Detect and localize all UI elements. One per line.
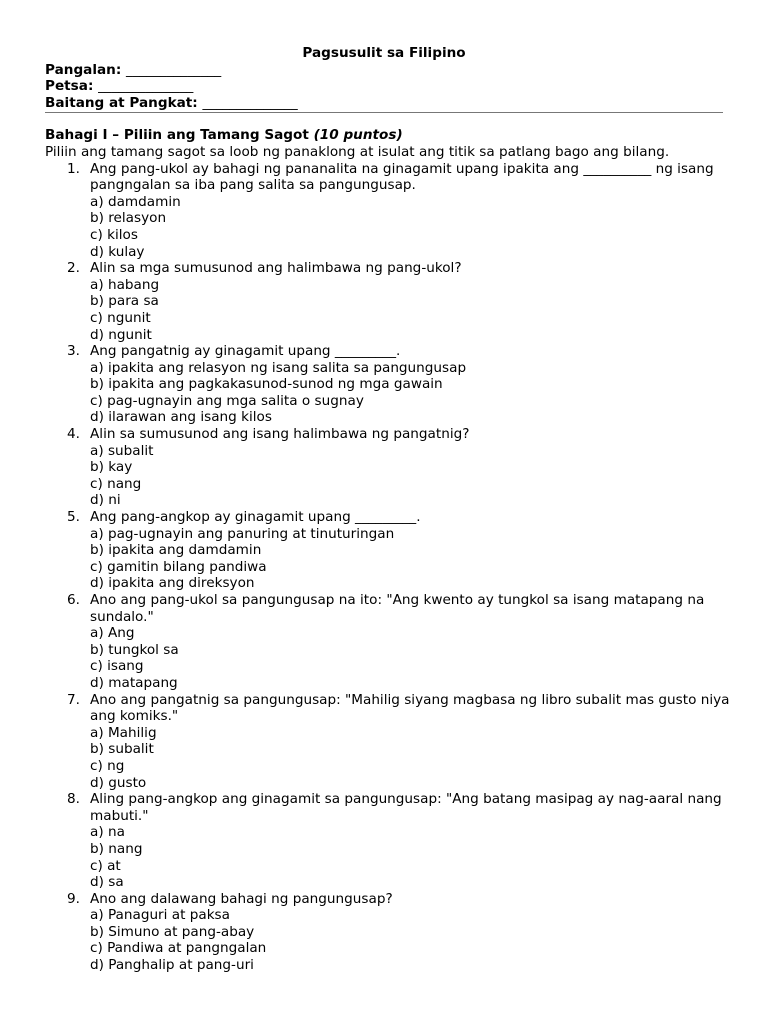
choice-option: c) ng	[90, 757, 125, 774]
question-number: 4.	[67, 426, 80, 443]
choice-option: a) ipakita ang relasyon ng isang salita sa pangungusap	[90, 359, 467, 376]
choice-option: d) ipakita ang direksyon	[90, 575, 255, 592]
choice-option: b) para sa	[90, 293, 159, 310]
choice-option: a) na	[90, 824, 125, 841]
choice-option: a) Panaguri at paksa	[90, 907, 230, 924]
section-points: (10 puntos)	[313, 127, 403, 144]
choice-option: c) Pandiwa at pangngalan	[90, 940, 267, 957]
question-number: 2.	[67, 260, 80, 277]
choice-option: a) Ang	[90, 625, 135, 642]
question-text: Ano ang dalawang bahagi ng pangungusap?	[90, 890, 393, 907]
choice-list	[90, 907, 730, 973]
choice-list	[90, 277, 730, 343]
question-number: 9.	[67, 890, 80, 907]
choice-option: c) ngunit	[90, 309, 151, 326]
choice-option: b) relasyon	[90, 210, 167, 227]
choice-option: d) kulay	[90, 243, 145, 260]
header-divider	[45, 112, 723, 113]
choice-option: d) sa	[90, 874, 124, 891]
choice-list	[90, 526, 730, 592]
date-blank: ______________	[98, 78, 194, 95]
question-item	[45, 891, 730, 974]
choice-list	[90, 625, 730, 691]
grade-section-label: Baitang at Pangkat:	[45, 94, 198, 111]
question-text: Ano ang pangatnig sa pangungusap: "Mahilig siyang magbasa ng libro subalit mas gusto niya ang komiks."	[90, 691, 730, 725]
question-item	[45, 692, 730, 792]
question-item	[45, 426, 730, 509]
choice-option: b) kay	[90, 459, 133, 476]
choice-option: c) kilos	[90, 226, 138, 243]
student-info	[45, 62, 723, 112]
choice-option: c) gamitin bilang pandiwa	[90, 558, 267, 575]
question-item	[45, 161, 730, 261]
choice-option: d) ilarawan ang isang kilos	[90, 409, 272, 426]
question-list	[45, 160, 730, 974]
choice-option: a) Mahilig	[90, 724, 157, 741]
question-text: Ang pangatnig ay ginagamit upang _________.	[90, 343, 401, 360]
section-title: Bahagi I – Piliin ang Tamang Sagot	[45, 127, 309, 144]
question-number: 6.	[67, 592, 80, 608]
choice-option: a) subalit	[90, 442, 154, 459]
question-text: Alin sa mga sumusunod ang halimbawa ng pang-ukol?	[90, 260, 462, 277]
question-number: 3.	[67, 343, 80, 360]
section-instruction: Piliin ang tamang sagot sa loob ng panaklong at isulat ang titik sa patlang bago ang bilang.	[45, 143, 670, 160]
question-text: Ang pang-angkop ay ginagamit upang _________.	[90, 509, 421, 526]
name-field	[45, 62, 723, 79]
question-text: Aling pang-angkop ang ginagamit sa pangungusap: "Ang batang masipag ay nag-aaral nang mabuti."	[90, 791, 722, 824]
question-item	[45, 343, 730, 426]
question-text: Ang pang-ukol ay bahagi ng pananalita na ginagamit upang ipakita ang __________ ng isang pangngalan sa iba pang salita sa pangungusap.	[90, 160, 714, 194]
question-item	[45, 509, 730, 592]
choice-option: a) pag-ugnayin ang panuring at tinuturingan	[90, 525, 395, 542]
date-label: Petsa:	[45, 78, 94, 95]
question-item	[45, 592, 730, 692]
question-number: 7.	[67, 691, 80, 708]
question-number: 5.	[67, 509, 80, 526]
choice-list	[90, 360, 730, 426]
choice-option: a) habang	[90, 276, 160, 293]
choice-option: c) isang	[90, 658, 144, 675]
choice-option: b) subalit	[90, 741, 154, 758]
name-blank: ______________	[126, 61, 222, 78]
section-heading	[45, 127, 723, 144]
choice-option: b) nang	[90, 840, 143, 857]
choice-option: a) damdamin	[90, 193, 181, 210]
choice-option: d) ngunit	[90, 326, 152, 343]
choice-option: b) tungkol sa	[90, 641, 179, 658]
choice-list	[90, 194, 730, 260]
choice-option: d) ni	[90, 492, 121, 509]
question-number: 8.	[67, 791, 80, 808]
question-text: Alin sa sumusunod ang isang halimbawa ng pangatnig?	[90, 426, 470, 443]
choice-option: b) Simuno at pang-abay	[90, 923, 255, 940]
grade-section-blank: ______________	[202, 94, 298, 111]
choice-list	[90, 443, 730, 509]
choice-option: b) ipakita ang pagkakasunod-sunod ng mga gawain	[90, 376, 443, 393]
choice-option: c) at	[90, 857, 121, 874]
choice-option: c) pag-ugnayin ang mga salita o sugnay	[90, 392, 364, 409]
choice-option: d) matapang	[90, 674, 178, 691]
choice-option: c) nang	[90, 475, 142, 492]
question-text: Ano ang pang-ukol sa pangungusap na ito: "Ang kwento ay tungkol sa isang matapang na sundalo."	[90, 592, 705, 625]
choice-option: d) Panghalip at pang-uri	[90, 957, 254, 974]
choice-list	[90, 824, 730, 890]
name-label: Pangalan:	[45, 61, 122, 78]
choice-option: d) gusto	[90, 774, 147, 791]
choice-option: b) ipakita ang damdamin	[90, 542, 262, 559]
question-item	[45, 791, 730, 891]
question-number: 1.	[67, 160, 80, 177]
question-item	[45, 260, 730, 343]
grade-section-field	[45, 95, 723, 112]
date-field	[45, 78, 723, 95]
page-title: Pagsusulit sa Filipino	[302, 45, 466, 61]
choice-list	[90, 725, 730, 791]
